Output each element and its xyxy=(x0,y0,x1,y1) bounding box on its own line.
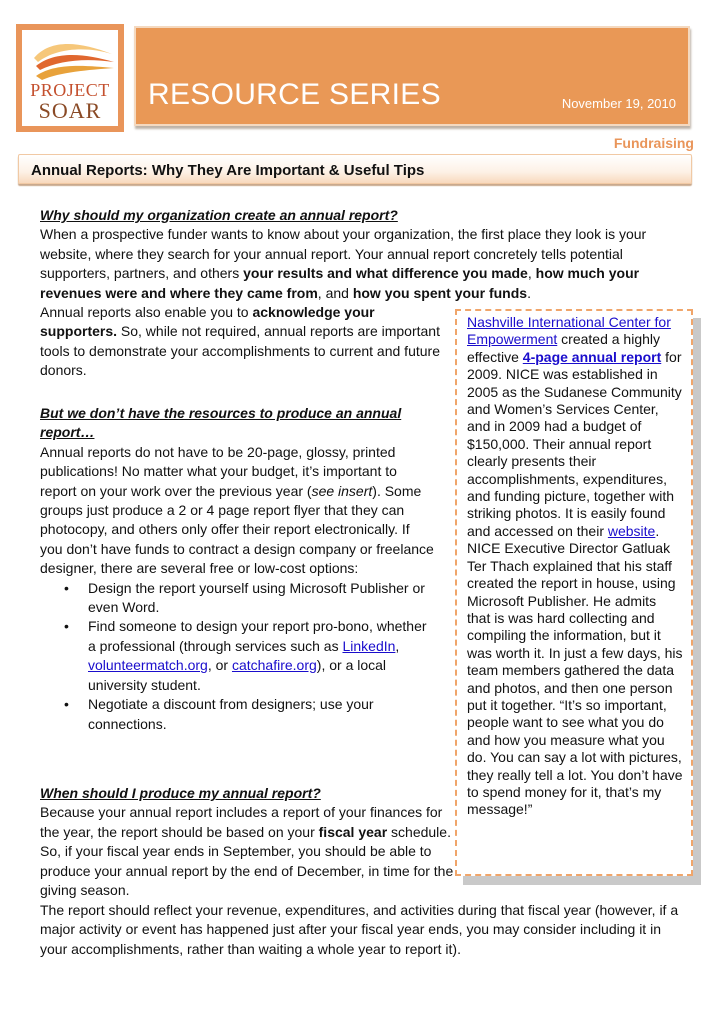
catchafire-link[interactable]: catchafire.org xyxy=(231,657,317,674)
paragraph xyxy=(40,443,435,579)
section-heading: Why should my organization create an annual report? xyxy=(40,207,398,223)
article-title-bar xyxy=(18,154,692,184)
text: Annual reports do not have to be 20-page, glossy, printed publications! No matter what your budget, it’s important to report on your work over the previous year ( xyxy=(40,443,397,499)
wave-logo-icon xyxy=(26,36,118,82)
volunteermatch-link[interactable]: volunteermatch.org xyxy=(88,657,208,674)
series-title: RESOURCE SERIES xyxy=(148,78,441,111)
text: . xyxy=(527,284,531,301)
section-heading: But we don’t have the resources to produce an annual report… xyxy=(40,405,402,441)
text: schedule. So, if your fiscal year ends in September, you should be able to produce your annual report by the end of December, in time for the giving season. xyxy=(40,823,454,899)
section-heading: When should I produce my annual report? xyxy=(40,785,321,801)
nice-insert-box xyxy=(455,309,693,876)
text: Because your annual report includes a report of your finances for the year, the report should be based on your xyxy=(40,804,443,840)
list-item: • Negotiate a discount from designers; use your connections. xyxy=(88,695,435,734)
section-why-create xyxy=(40,206,680,303)
article-title: Annual Reports: Why They Are Important & Useful Tips xyxy=(31,162,425,179)
publication-date: November 19, 2010 xyxy=(561,96,676,111)
text: , xyxy=(395,637,400,654)
options-list xyxy=(40,579,435,734)
text: ). Some groups just produce a 2 or 4 page report flyer that they can photocopy, and others only offer their report electronically. If you don’t have funds to contract a design company or freelance designer, there are several free or low-cost options: xyxy=(40,482,434,577)
paragraph-acknowledge xyxy=(40,303,440,381)
text: , or xyxy=(207,657,232,674)
text: . NICE Executive Director Gatluak Ter Thach explained that his staff created the report in house, using Microsoft Publisher. He admits that is was hard collecting and compiling the information, but it was worth it. In just a few days, his team members gathered the data and photos, and then one person put it together. “It’s so important, people want to see what you do and how you measure what you do. You can say a lot with pictures, they really tell a lot. You don’t have to spend money for it, that’s my message!” xyxy=(467,522,683,818)
paragraph-fiscal-year: The report should reflect your revenue, expenditures, and activities during that fiscal year (however, if a major activity or event has happened just after your fiscal year ends, you may consider including it in your accomplishments, rather than waiting a whole year to report it). xyxy=(40,902,679,957)
logo-text-soar: SOAR xyxy=(38,98,102,123)
website-link[interactable]: website xyxy=(607,522,656,539)
text: When a prospective funder wants to know about your organization, the first place they look is your website, where they search for your annual report. Your annual report concretely tells potential supporters, partners, and others xyxy=(40,226,647,282)
linkedin-link[interactable]: LinkedIn xyxy=(342,637,396,654)
header-banner xyxy=(134,26,690,126)
bold-text: how much your revenues were and where they came from xyxy=(40,265,640,301)
bold-text: fiscal year xyxy=(318,823,388,840)
text: created a highly effective xyxy=(467,331,660,365)
section-when-produce xyxy=(40,784,460,900)
bold-text: acknowledge your supporters. xyxy=(40,304,375,340)
italic-text: see insert xyxy=(311,482,373,499)
text: , and xyxy=(317,284,353,301)
category-label: Fundraising xyxy=(613,135,694,151)
list-item: • Design the report yourself using Microsoft Publisher or even Word. xyxy=(88,579,435,618)
logo-text-project: PROJECT xyxy=(30,80,110,100)
project-soar-logo xyxy=(16,24,124,132)
paragraph xyxy=(40,803,460,900)
text: So, while not required, annual reports are important tools to demonstrate your accomplishments to current and future donors. xyxy=(40,323,440,379)
nice-org-link[interactable]: Nashville International Center for Empowerment xyxy=(467,314,671,348)
section-resources xyxy=(40,404,435,734)
text: ), or a local university student. xyxy=(88,657,387,693)
list-item xyxy=(88,617,435,695)
paragraph xyxy=(40,225,680,303)
bold-text: your results and what difference you made xyxy=(243,265,528,282)
text: Annual reports also enable you to xyxy=(40,304,253,320)
text: , xyxy=(527,265,536,282)
text: for 2009. NICE was established in 2005 as the Sudanese Community and Women’s Services Center, and in 2009 had a budget of $150,000. Their annual report clearly presents their accomplishments, expenditures, and funding picture, together with striking photos. It is easily found and accessed on their xyxy=(467,348,682,539)
text: Find someone to design your report pro-bono, whether a professional (through services such as xyxy=(88,618,427,654)
bold-text: how you spent your funds xyxy=(352,284,528,301)
annual-report-link[interactable]: 4-page annual report xyxy=(522,348,662,365)
